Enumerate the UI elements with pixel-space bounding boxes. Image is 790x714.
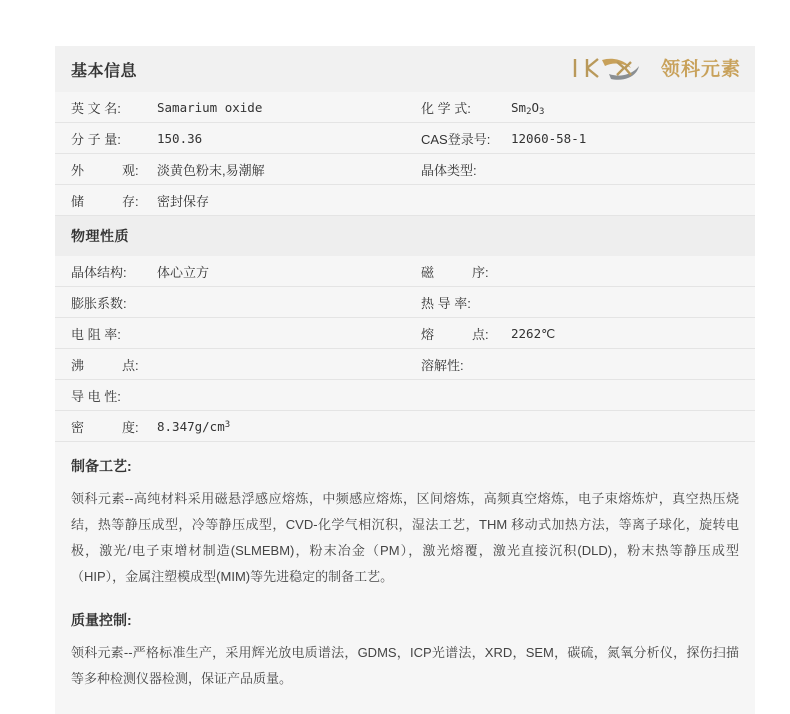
table-row: [55, 154, 755, 185]
table-row: [55, 123, 755, 154]
row-value-formula: $Sm_2O_3$: [501, 92, 755, 123]
quality-body: 领科元素--严格标准生产，采用辉光放电质谱法，GDMS，ICP光谱法，XRD，SEM，碳硫，氮氧分析仪，探伤扫描等多种检测仪器检测，保证产品质量。: [71, 645, 739, 686]
basic-info-table: [55, 92, 755, 216]
row-label: CAS登录号:: [405, 123, 501, 154]
table-row: [55, 287, 755, 318]
brand-logo: [569, 54, 741, 84]
row-label: 沸 点:: [55, 349, 147, 380]
process-block: [55, 442, 755, 596]
row-value: 密封保存: [147, 185, 405, 216]
row-label: 电 阻 率:: [55, 318, 147, 349]
row-value-density: $8.347g/cm^3$: [147, 411, 405, 442]
table-row: [55, 380, 755, 411]
row-value: 150.36: [147, 123, 405, 154]
row-value: [147, 380, 405, 411]
row-label: 储 存:: [55, 185, 147, 216]
quality-title: 质量控制:: [71, 612, 132, 628]
logo-brand-text: 领科元素: [660, 58, 741, 80]
row-label: 晶体结构:: [55, 256, 147, 287]
row-label: 晶体类型:: [405, 154, 501, 185]
product-info-sheet: [55, 46, 755, 714]
table-row: [55, 411, 755, 442]
process-title: 制备工艺:: [71, 458, 132, 474]
row-value: [501, 185, 755, 216]
row-value: [501, 380, 755, 411]
row-value: [501, 154, 755, 185]
table-row: [55, 185, 755, 216]
row-label: 热 导 率:: [405, 287, 501, 318]
row-label: 溶解性:: [405, 349, 501, 380]
row-value: 2262℃: [501, 318, 755, 349]
section-title-physical: 物理性质: [71, 228, 129, 244]
process-body: 领科元素--高纯材料采用磁悬浮感应熔炼，中频感应熔炼，区间熔炼，高频真空熔炼，电子束熔炼炉，真空热压烧结，热等静压成型，冷等静压成型，CVD-化学气相沉积，湿法工艺，THM 移动式加热方法，等离子球化，旋转电极，激光/电子束增材制造(SLMEBM)，粉末冶金（PM），激光熔覆，激光直接沉积(DLD)，粉末热等静压成型（HIP），金属注塑模成型(MIM)等先进稳定的制备工艺。: [71, 491, 739, 584]
row-value: [147, 287, 405, 318]
row-label: 熔 点:: [405, 318, 501, 349]
row-value: 淡黄色粉末,易潮解: [147, 154, 405, 185]
row-value: 12060-58-1: [501, 123, 755, 154]
table-row: [55, 256, 755, 287]
row-label: 磁 序:: [405, 256, 501, 287]
row-label: [405, 380, 501, 411]
row-value: [501, 349, 755, 380]
table-row: [55, 92, 755, 123]
row-label: 膨胀系数:: [55, 287, 147, 318]
row-value: [501, 256, 755, 287]
row-label: [405, 185, 501, 216]
row-label: 英 文 名:: [55, 92, 147, 123]
row-value: [501, 287, 755, 318]
table-row: [55, 318, 755, 349]
table-row: [55, 349, 755, 380]
row-value: [147, 318, 405, 349]
row-value: [147, 349, 405, 380]
quality-block: [55, 596, 755, 714]
section-header-basic-info: [55, 46, 755, 92]
physical-properties-table: [55, 256, 755, 442]
row-value: [501, 411, 755, 442]
row-label: 密 度:: [55, 411, 147, 442]
row-label: 分 子 量:: [55, 123, 147, 154]
row-label: [405, 411, 501, 442]
row-label: 化 学 式:: [405, 92, 501, 123]
row-value: 体心立方: [147, 256, 405, 287]
section-header-physical: [55, 216, 755, 256]
section-title-basic-info: 基本信息: [71, 62, 138, 80]
row-label: 导 电 性:: [55, 380, 147, 411]
row-value: Samarium oxide: [147, 92, 405, 123]
logo-mark-icon: [569, 54, 655, 84]
row-label: 外 观:: [55, 154, 147, 185]
